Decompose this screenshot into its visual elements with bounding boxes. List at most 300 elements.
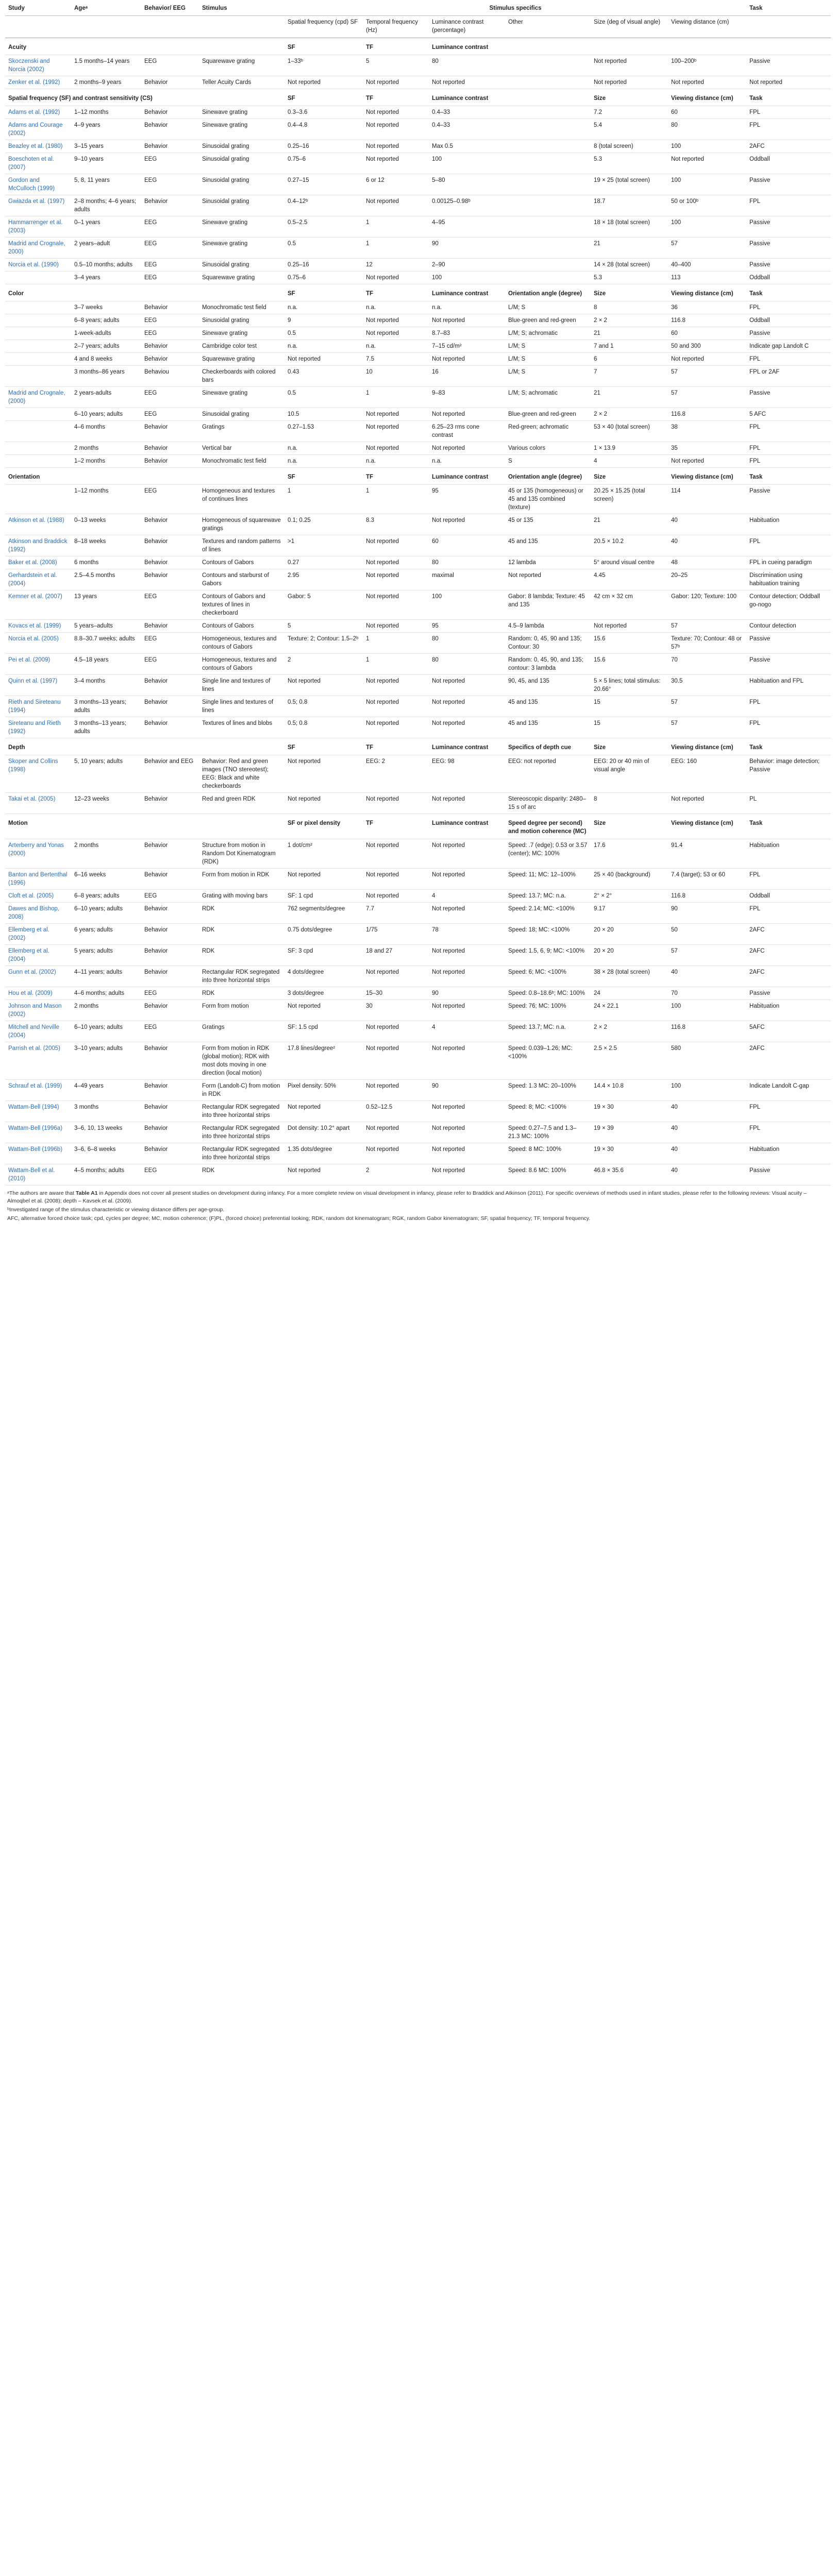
table-cell: Not reported: [429, 869, 505, 890]
table-cell: 0.27–15: [285, 174, 363, 195]
table-cell: Not reported: [363, 140, 429, 153]
table-cell: SF: 1.5 cpd: [285, 1021, 363, 1042]
table-row: [5, 839, 831, 869]
section-subheader: SF or pixel density: [285, 814, 363, 839]
table-cell: 3–6, 6–8 weeks: [71, 1143, 141, 1164]
table-cell: 90: [429, 238, 505, 259]
col-viewing-distance: Viewing distance (cm): [668, 16, 746, 38]
table-cell: Behaviou: [141, 366, 199, 387]
table-cell: Not reported: [363, 966, 429, 987]
header-row: [5, 0, 831, 16]
table-cell: 0.3–3.6: [285, 106, 363, 119]
table-cell: 3 months–13 years; adults: [71, 717, 141, 738]
table-cell: 20.25 × 15.25 (total screen): [591, 485, 668, 514]
table-cell: Not reported: [429, 76, 505, 89]
table-cell: Not reported: [363, 717, 429, 738]
section-subheader: Luminance contrast: [429, 38, 505, 55]
study-citation: Skoper and Collins (1998): [5, 755, 71, 793]
study-citation: Madrid and Crognale, 2000): [5, 238, 71, 259]
table-cell: 70: [668, 654, 746, 675]
table-cell: 8–18 weeks: [71, 535, 141, 556]
table-cell: Oddball: [746, 890, 831, 903]
table-cell: Contours of Gabors: [199, 556, 285, 569]
table-cell: 3–4 months: [71, 675, 141, 696]
table-cell: [505, 238, 591, 259]
table-cell: EEG: [141, 238, 199, 259]
table-cell: Not reported: [668, 353, 746, 366]
study-citation: Arterberry and Yonas (2000): [5, 839, 71, 869]
study-citation: Gordon and McCulloch (1999): [5, 174, 71, 195]
table-row: [5, 535, 831, 556]
table-cell: 45 or 135 (homogeneous) or 45 and 135 combined (texture): [505, 485, 591, 514]
table-cell: Not reported: [363, 272, 429, 284]
table-cell: Not reported: [429, 793, 505, 814]
table-cell: 3–7 weeks: [71, 301, 141, 314]
table-cell: Contours and starburst of Gabors: [199, 569, 285, 590]
table-cell: 57: [668, 717, 746, 738]
table-cell: 100: [668, 140, 746, 153]
section-subheader: Luminance contrast: [429, 89, 505, 106]
table-cell: Not reported: [363, 408, 429, 421]
table-cell: 1: [363, 216, 429, 238]
table-cell: Contours of Gabors: [199, 620, 285, 633]
section-subheader: Task: [746, 89, 831, 106]
table-cell: [505, 55, 591, 76]
study-citation: Cloft et al. (2005): [5, 890, 71, 903]
study-citation: Ellemberg et al. (2004): [5, 945, 71, 966]
table-cell: Random: 0, 45, 90, and 135; contour: 3 lambda: [505, 654, 591, 675]
col-luminance-contrast: Luminance contrast (percentage): [429, 16, 505, 38]
table-cell: Speed: 0.27–7.5 and 1.3–21.3 MC: 100%: [505, 1122, 591, 1143]
table-cell: 57: [668, 945, 746, 966]
table-cell: 60: [668, 327, 746, 340]
table-row: [5, 301, 831, 314]
table-cell: Checkerboards with colored bars: [199, 366, 285, 387]
table-row: [5, 1101, 831, 1122]
section-subheader: Luminance contrast: [429, 814, 505, 839]
table-cell: 7.2: [591, 106, 668, 119]
table-cell: Structure from motion in Random Dot Kinematogram (RDK): [199, 839, 285, 869]
table-cell: Monochromatic test field: [199, 455, 285, 468]
table-cell: Speed: 0.039–1.26; MC: <100%: [505, 1042, 591, 1080]
col-task: Task: [746, 0, 831, 16]
table-cell: Passive: [746, 327, 831, 340]
study-citation: [5, 421, 71, 442]
table-cell: 20 × 20: [591, 924, 668, 945]
table-cell: Passive: [746, 238, 831, 259]
table-cell: 95: [429, 620, 505, 633]
table-cell: 9–83: [429, 387, 505, 408]
table-cell: EEG: [141, 216, 199, 238]
study-citation: [5, 408, 71, 421]
table-cell: Gabor: 120; Texture: 100: [668, 590, 746, 620]
table-cell: Form from motion in RDK (global motion); RDK with most dots moving in one direction (local motion): [199, 1042, 285, 1080]
table-row: [5, 174, 831, 195]
table-body: [5, 38, 831, 1185]
study-citation: Atkinson et al. (1988): [5, 514, 71, 535]
study-citation: Dawes and Bishop, 2008): [5, 903, 71, 924]
table-cell: Passive: [746, 1164, 831, 1185]
table-cell: Behavior: [141, 945, 199, 966]
table-cell: 1–12 months: [71, 485, 141, 514]
table-cell: 90: [668, 903, 746, 924]
table-cell: 0.5–2.5: [285, 216, 363, 238]
table-cell: EEG: [141, 890, 199, 903]
table-cell: 0.1; 0.25: [285, 514, 363, 535]
table-row: [5, 590, 831, 620]
table-cell: 4–95: [429, 216, 505, 238]
table-cell: 15.6: [591, 633, 668, 654]
table-cell: EEG: [141, 485, 199, 514]
table-cell: Not reported: [429, 903, 505, 924]
table-cell: [505, 272, 591, 284]
table-cell: Sinusoidal grating: [199, 153, 285, 174]
table-cell: 78: [429, 924, 505, 945]
table-cell: Not reported: [363, 793, 429, 814]
table-cell: 116.8: [668, 314, 746, 327]
section-subheader: [746, 38, 831, 55]
section-subheader: [591, 38, 668, 55]
table-cell: Rectangular RDK segregated into three horizontal strips: [199, 1101, 285, 1122]
table-cell: EEG: [141, 55, 199, 76]
table-cell: [505, 76, 591, 89]
table-cell: Behavior: [141, 119, 199, 140]
section-header-row: [5, 89, 831, 106]
table-cell: 7–15 cd/m²: [429, 340, 505, 353]
table-row: [5, 119, 831, 140]
table-cell: 5.3: [591, 272, 668, 284]
table-cell: 48: [668, 556, 746, 569]
table-cell: Not reported: [429, 945, 505, 966]
table-row: [5, 1122, 831, 1143]
table-cell: Sinusoidal grating: [199, 140, 285, 153]
table-cell: >1: [285, 535, 363, 556]
table-cell: EEG: [141, 153, 199, 174]
table-cell: Not reported: [668, 455, 746, 468]
table-cell: Form (Landolt-C) from motion in RDK: [199, 1080, 285, 1101]
table-cell: Squarewave grating: [199, 353, 285, 366]
table-cell: 14 × 28 (total screen): [591, 259, 668, 272]
table-cell: 2–90: [429, 259, 505, 272]
table-cell: 2.5 × 2.5: [591, 1042, 668, 1080]
section-subheader: Luminance contrast: [429, 468, 505, 485]
table-cell: Not reported: [363, 556, 429, 569]
table-cell: 4 dots/degree: [285, 966, 363, 987]
table-cell: EEG: not reported: [505, 755, 591, 793]
table-cell: Not reported: [668, 793, 746, 814]
table-cell: 17.6: [591, 839, 668, 869]
table-row: [5, 1080, 831, 1101]
table-cell: L/M; S; achromatic: [505, 327, 591, 340]
table-cell: 2 × 2: [591, 408, 668, 421]
table-cell: 4.5–9 lambda: [505, 620, 591, 633]
table-cell: 19 × 25 (total screen): [591, 174, 668, 195]
table-cell: Not reported: [363, 620, 429, 633]
table-cell: 3–4 years: [71, 272, 141, 284]
section-subheader: Speed degree per second) and motion coherence (MC): [505, 814, 591, 839]
table-row: [5, 1164, 831, 1185]
table-cell: Speed: 11; MC: 12–100%: [505, 869, 591, 890]
table-cell: Not reported: [591, 76, 668, 89]
table-cell: Textures of lines and blobs: [199, 717, 285, 738]
section-title: Spatial frequency (SF) and contrast sensitivity (CS): [5, 89, 285, 106]
section-subheader: Viewing distance (cm): [668, 284, 746, 301]
study-citation: Hou et al. (2009): [5, 987, 71, 1000]
table-row: [5, 1042, 831, 1080]
table-cell: EEG: [141, 590, 199, 620]
table-cell: 1: [363, 654, 429, 675]
table-cell: 40–400: [668, 259, 746, 272]
table-cell: 0.4–33: [429, 119, 505, 140]
table-cell: Rectangular RDK segregated into three horizontal strips: [199, 1122, 285, 1143]
table-cell: 38: [668, 421, 746, 442]
table-row: [5, 1000, 831, 1021]
table-cell: L/M; S: [505, 353, 591, 366]
table-row: [5, 1143, 831, 1164]
table-cell: 42 cm × 32 cm: [591, 590, 668, 620]
table-cell: 3 months: [71, 1101, 141, 1122]
table-cell: n.a.: [429, 301, 505, 314]
table-row: [5, 195, 831, 216]
table-cell: 5–80: [429, 174, 505, 195]
table-cell: 80: [429, 55, 505, 76]
table-cell: Not reported: [668, 153, 746, 174]
table-cell: 4–5 months; adults: [71, 1164, 141, 1185]
table-cell: 95: [429, 485, 505, 514]
table-cell: n.a.: [363, 301, 429, 314]
table-cell: Not reported: [285, 1000, 363, 1021]
table-cell: Textures and random patterns of lines: [199, 535, 285, 556]
table-cell: Not reported: [746, 76, 831, 89]
table-cell: n.a.: [285, 455, 363, 468]
table-cell: Behavior: [141, 569, 199, 590]
table-cell: Habituation: [746, 839, 831, 869]
table-cell: [505, 195, 591, 216]
table-cell: Behavior: [141, 869, 199, 890]
table-cell: 18 × 18 (total screen): [591, 216, 668, 238]
table-cell: 1: [363, 485, 429, 514]
table-cell: 15.6: [591, 654, 668, 675]
table-cell: Not reported: [363, 76, 429, 89]
study-citation: Ellemberg et al. (2002): [5, 924, 71, 945]
table-cell: n.a.: [285, 340, 363, 353]
table-cell: Speed: .7 (edge); 0.53 or 3.57 (center); MC: 100%: [505, 839, 591, 869]
section-subheader: Size: [591, 814, 668, 839]
table-cell: 2–7 years; adults: [71, 340, 141, 353]
stimulus-table: [5, 0, 831, 1185]
table-cell: 4.5–18 years: [71, 654, 141, 675]
table-cell: 20–25: [668, 569, 746, 590]
table-cell: 100: [668, 1000, 746, 1021]
table-cell: 3–15 years: [71, 140, 141, 153]
table-cell: [505, 153, 591, 174]
table-cell: Gabor: 8 lambda; Texture: 45 and 135: [505, 590, 591, 620]
col-study: Study: [5, 0, 71, 16]
table-cell: Behavior: [141, 903, 199, 924]
table-cell: 7.5: [363, 353, 429, 366]
study-citation: Zenker et al. (1992): [5, 76, 71, 89]
table-cell: EEG: 20 or 40 min of visual angle: [591, 755, 668, 793]
table-cell: Not reported: [363, 421, 429, 442]
table-row: [5, 987, 831, 1000]
table-row: [5, 327, 831, 340]
table-cell: Behavior: [141, 620, 199, 633]
table-cell: Behavior: [141, 76, 199, 89]
table-cell: FPL: [746, 106, 831, 119]
table-cell: [505, 216, 591, 238]
table-cell: 4–9 years: [71, 119, 141, 140]
study-citation: Baker et al. (2008): [5, 556, 71, 569]
table-cell: 100: [429, 590, 505, 620]
table-cell: Not reported: [668, 76, 746, 89]
table-cell: Not reported: [363, 442, 429, 455]
table-cell: 50 or 100ᵇ: [668, 195, 746, 216]
table-cell: [505, 140, 591, 153]
study-citation: Wattam-Bell (1996a): [5, 1122, 71, 1143]
table-cell: 0.5–10 months; adults: [71, 259, 141, 272]
table-cell: 0.5: [285, 387, 363, 408]
table-cell: Speed: 13.7; MC: n.a.: [505, 1021, 591, 1042]
table-cell: Not reported: [363, 569, 429, 590]
table-cell: 1: [363, 633, 429, 654]
table-cell: n.a.: [285, 442, 363, 455]
table-cell: 5 years–adults: [71, 620, 141, 633]
table-cell: Behavior: [141, 1042, 199, 1080]
table-cell: Not reported: [429, 1122, 505, 1143]
study-citation: Gwiazda et al. (1997): [5, 195, 71, 216]
table-cell: 0.27–1.53: [285, 421, 363, 442]
table-cell: Behavior: [141, 421, 199, 442]
table-cell: Sinewave grating: [199, 238, 285, 259]
table-cell: 80: [429, 556, 505, 569]
table-cell: 12: [363, 259, 429, 272]
table-cell: SF: 1 cpd: [285, 890, 363, 903]
table-cell: 5.3: [591, 153, 668, 174]
table-cell: Behavior: [141, 1143, 199, 1164]
col-spatial-frequency: Spatial frequency (cpd) SF: [285, 16, 363, 38]
section-subheader: Size: [591, 89, 668, 106]
table-cell: Red-green; achromatic: [505, 421, 591, 442]
table-cell: EEG: [141, 633, 199, 654]
table-cell: Sinewave grating: [199, 106, 285, 119]
table-cell: 0.25–16: [285, 140, 363, 153]
table-cell: Homogeneous and textures of continues lines: [199, 485, 285, 514]
table-cell: Behavior: [141, 535, 199, 556]
table-row: [5, 654, 831, 675]
table-cell: 35: [668, 442, 746, 455]
study-citation: Johnson and Mason (2002): [5, 1000, 71, 1021]
table-cell: Sinusoidal grating: [199, 259, 285, 272]
table-cell: 5 AFC: [746, 408, 831, 421]
table-cell: Not reported: [429, 1042, 505, 1080]
table-row: [5, 675, 831, 696]
table-cell: 0.43: [285, 366, 363, 387]
footnote-b: ᵇInvestigated range of the stimulus characteristic or viewing distance differs per age-group.: [7, 1207, 225, 1213]
table-cell: Form from motion in RDK: [199, 869, 285, 890]
table-cell: 18.7: [591, 195, 668, 216]
table-cell: 46.8 × 35.6: [591, 1164, 668, 1185]
table-cell: 1–2 months: [71, 455, 141, 468]
study-citation: Schrauf et al. (1999): [5, 1080, 71, 1101]
table-cell: FPL: [746, 301, 831, 314]
table-cell: 57: [668, 620, 746, 633]
table-cell: 9.17: [591, 903, 668, 924]
table-cell: Not reported: [429, 717, 505, 738]
table-cell: 45 and 135: [505, 696, 591, 717]
table-cell: 4: [591, 455, 668, 468]
table-cell: 2.5–4.5 months: [71, 569, 141, 590]
table-cell: Not reported: [285, 793, 363, 814]
table-cell: Not reported: [363, 195, 429, 216]
table-cell: Not reported: [285, 76, 363, 89]
table-cell: Not reported: [363, 1122, 429, 1143]
table-cell: Sinewave grating: [199, 387, 285, 408]
table-cell: Various colors: [505, 442, 591, 455]
table-cell: [505, 119, 591, 140]
table-cell: Not reported: [429, 675, 505, 696]
table-cell: 6.25–23 rms cone contrast: [429, 421, 505, 442]
table-cell: 4.45: [591, 569, 668, 590]
table-row: [5, 485, 831, 514]
table-cell: Not reported: [363, 1042, 429, 1080]
table-row: [5, 442, 831, 455]
table-cell: 116.8: [668, 1021, 746, 1042]
table-cell: Not reported: [363, 1080, 429, 1101]
table-cell: 17.8 lines/degree²: [285, 1042, 363, 1080]
table-cell: n.a.: [363, 455, 429, 468]
table-cell: Blue-green and red-green: [505, 408, 591, 421]
table-cell: 5, 10 years; adults: [71, 755, 141, 793]
study-citation: [5, 366, 71, 387]
section-subheader: Task: [746, 814, 831, 839]
table-cell: 0.75–6: [285, 272, 363, 284]
table-cell: 13 years: [71, 590, 141, 620]
table-cell: Grating with moving bars: [199, 890, 285, 903]
table-cell: Speed: 1.5, 6, 9; MC: <100%: [505, 945, 591, 966]
table-cell: FPL: [746, 903, 831, 924]
table-cell: Not reported: [429, 442, 505, 455]
table-row: [5, 869, 831, 890]
table-cell: Indicate Landolt C-gap: [746, 1080, 831, 1101]
table-cell: S: [505, 455, 591, 468]
table-cell: 116.8: [668, 408, 746, 421]
table-cell: 57: [668, 696, 746, 717]
table-cell: 8: [591, 301, 668, 314]
table-cell: FPL: [746, 195, 831, 216]
study-citation: Wattam-Bell (1994): [5, 1101, 71, 1122]
subheader-row: [5, 16, 831, 38]
table-cell: 2.95: [285, 569, 363, 590]
table-cell: 9–10 years: [71, 153, 141, 174]
table-cell: EEG: [141, 387, 199, 408]
table-row: [5, 153, 831, 174]
table-cell: FPL: [746, 421, 831, 442]
table-cell: 21: [591, 514, 668, 535]
table-cell: Speed: 1.3 MC: 20–100%: [505, 1080, 591, 1101]
table-cell: Not reported: [429, 408, 505, 421]
table-cell: Contours of Gabors and textures of lines in checkerboard: [199, 590, 285, 620]
table-cell: Behavior: [141, 1101, 199, 1122]
table-cell: 2AFC: [746, 966, 831, 987]
table-cell: 53 × 40 (total screen): [591, 421, 668, 442]
table-cell: 6–10 years; adults: [71, 1021, 141, 1042]
table-cell: 4–49 years: [71, 1080, 141, 1101]
table-cell: Speed: 8 MC: 100%: [505, 1143, 591, 1164]
table-cell: 60: [429, 535, 505, 556]
table-cell: RDK: [199, 903, 285, 924]
table-row: [5, 755, 831, 793]
section-subheader: Size: [591, 468, 668, 485]
